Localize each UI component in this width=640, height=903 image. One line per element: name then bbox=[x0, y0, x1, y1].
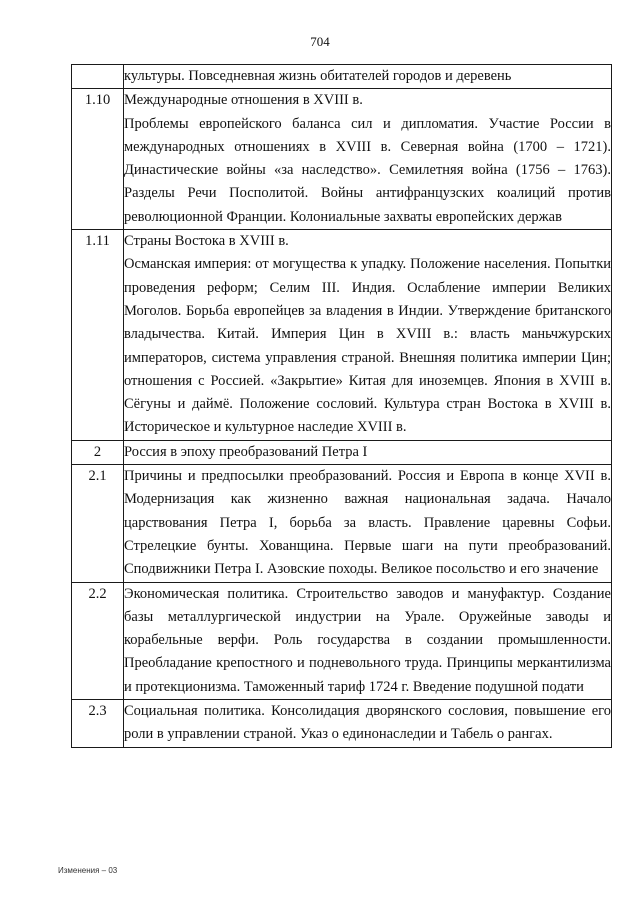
curriculum-table bbox=[71, 64, 612, 748]
table-row bbox=[72, 230, 612, 441]
section-content bbox=[124, 465, 612, 582]
section-number bbox=[72, 65, 124, 89]
table-row bbox=[72, 582, 612, 699]
table-row bbox=[72, 465, 612, 582]
section-content bbox=[124, 440, 612, 464]
section-title: Страны Востока в XVIII в. bbox=[124, 233, 289, 250]
section-content bbox=[124, 230, 612, 441]
section-body: культуры. Повседневная жизнь обитателей городов и деревень bbox=[124, 68, 512, 84]
section-body: Экономическая политика. Строительство заводов и мануфактур. Создание базы металлургической индустрии на Урале. Оружейные заводы и корабельные верфи. Роль государства в создании промышленности. Преобладание крепостного и подневольного труда. Принципы меркантилизма и протекционизма. Таможенный тариф 1724 г. Введение подушной подати bbox=[124, 585, 611, 695]
section-content bbox=[124, 700, 612, 748]
table-row bbox=[72, 65, 612, 89]
section-number: 2.3 bbox=[72, 700, 124, 748]
revision-footer: Изменения – 03 bbox=[58, 866, 118, 875]
section-content bbox=[124, 582, 612, 699]
section-title: Международные отношения в XVIII в. bbox=[124, 92, 363, 109]
table-row bbox=[72, 440, 612, 464]
section-number: 1.10 bbox=[72, 89, 124, 230]
section-body: Россия в эпоху преобразований Петра I bbox=[124, 443, 368, 460]
section-body: Проблемы европейского баланса сил и дипломатия. Участие России в международных отношениях в XVIII в. Северная война (1700 – 1721). Династические войны «за наследство». Семилетняя война (1756 – 1763). Разделы Речи Посполитой. Войны антифранцузских коалиций против революционной Франции. Колониальные захваты европейских держав bbox=[124, 115, 611, 225]
table-row bbox=[72, 89, 612, 230]
table-row bbox=[72, 700, 612, 748]
section-content bbox=[124, 65, 612, 89]
section-number: 2.2 bbox=[72, 582, 124, 699]
section-number: 2.1 bbox=[72, 465, 124, 582]
section-body: Османская империя: от могущества к упадку. Положение населения. Попытки проведения реформ; Селим III. Индия. Ослабление империи Великих Моголов. Борьба европейцев за владения в Индии. Утверждение британского владычества. Китай. Империя Цин в XVIII в.: власть маньчжурских императоров, система управления страной. Внешняя политика империи Цин; отношения с Россией. «Закрытие» Китая для иноземцев. Япония в XVIII в. Сёгуны и даймё. Положение сословий. Культура стран Востока в XVIII в. Историческое и культурное наследие XVIII в. bbox=[124, 256, 611, 436]
page-number: 704 bbox=[310, 34, 330, 49]
section-content bbox=[124, 89, 612, 230]
section-body: Социальная политика. Консолидация дворянского сословия, повышение его роли в управлении страной. Указ о единонаследии и Табель о рангах. bbox=[124, 703, 611, 743]
section-number: 1.11 bbox=[72, 230, 124, 441]
section-number: 2 bbox=[72, 440, 124, 464]
section-body: Причины и предпосылки преобразований. Россия и Европа в конце XVII в. Модернизация как жизненно важная национальная задача. Начало царствования Петра I, борьба за власть. Правление царевны Софьи. Стрелецкие бунты. Хованщина. Первые шаги на пути преобразований. Сподвижники Петра I. Азовские походы. Великое посольство и его значение bbox=[124, 468, 611, 578]
